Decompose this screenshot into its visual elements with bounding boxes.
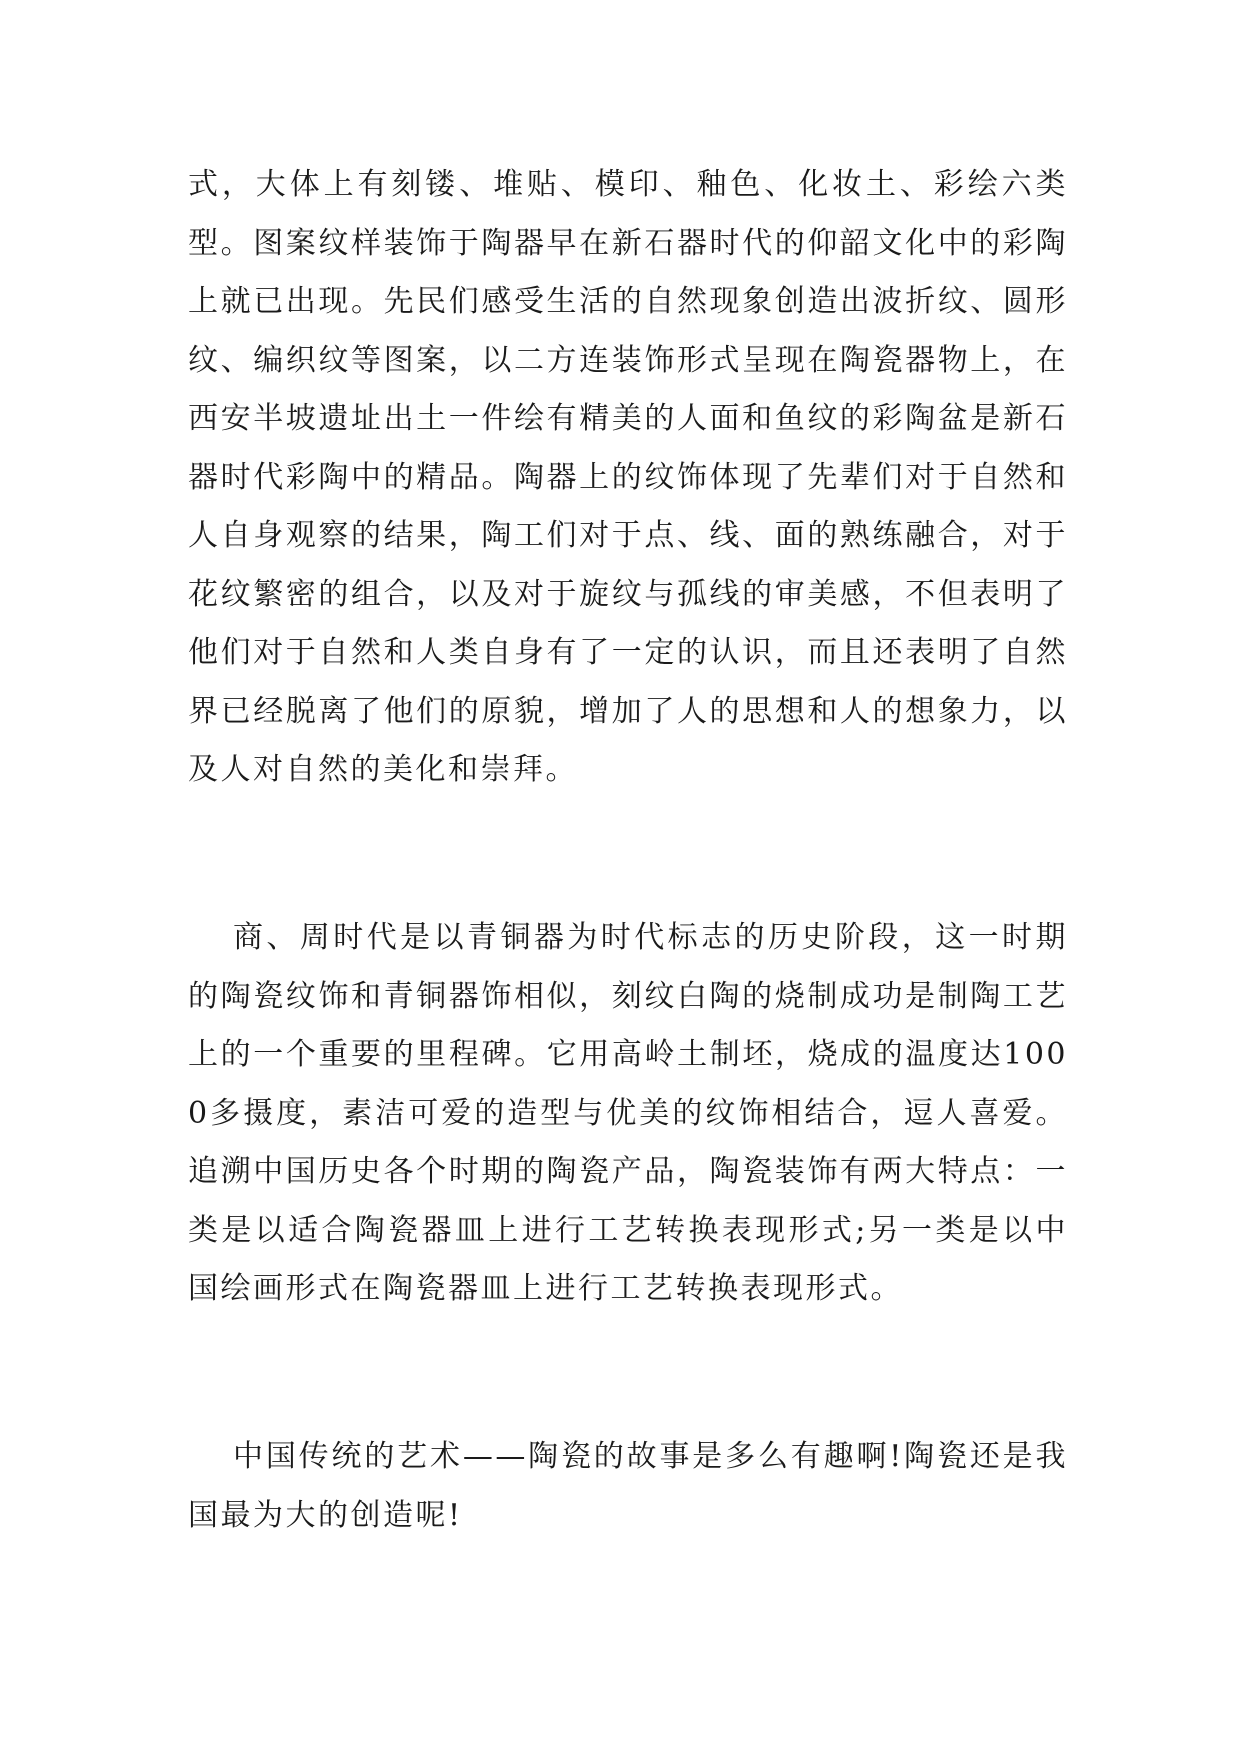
paragraph-shang-zhou-ceramics: 商、周时代是以青铜器为时代标志的历史阶段，这一时期的陶瓷纹饰和青铜器饰相似，刻纹白陶的烧制成功是制陶工艺上的一个重要的里程碑。它用高岭土制坯，烧成的温度达1000多摄度，素洁可爱的造型与优美的纹饰相结合，逗人喜爱。追溯中国历史各个时期的陶瓷产品，陶瓷装饰有两大特点：一类是以适合陶瓷器皿上进行工艺转换表现形式;另一类是以中国绘画形式在陶瓷器皿上进行工艺转换表现形式。 — [188, 920, 1068, 1306]
paragraph-conclusion: 中国传统的艺术——陶瓷的故事是多么有趣啊!陶瓷还是我国最为大的创造呢! — [188, 1439, 1068, 1533]
paragraph-decoration-techniques: 式，大体上有刻镂、堆贴、模印、釉色、化妆土、彩绘六类型。图案纹样装饰于陶器早在新石器时代的仰韶文化中的彩陶上就已出现。先民们感受生活的自然现象创造出波折纹、圆形纹、编织纹等图案，以二方连装饰形式呈现在陶瓷器物上，在西安半坡遗址出土一件绘有精美的人面和鱼纹的彩陶盆是新石器时代彩陶中的精品。陶器上的纹饰体现了先辈们对于自然和人自身观察的结果，陶工们对于点、线、面的熟练融合，对于花纹繁密的组合，以及对于旋纹与孤线的审美感，不但表明了他们对于自然和人类自身有了一定的认识，而且还表明了自然界已经脱离了他们的原貌，增加了人的思想和人的想象力，以及人对自然的美化和崇拜。 — [188, 167, 1068, 787]
